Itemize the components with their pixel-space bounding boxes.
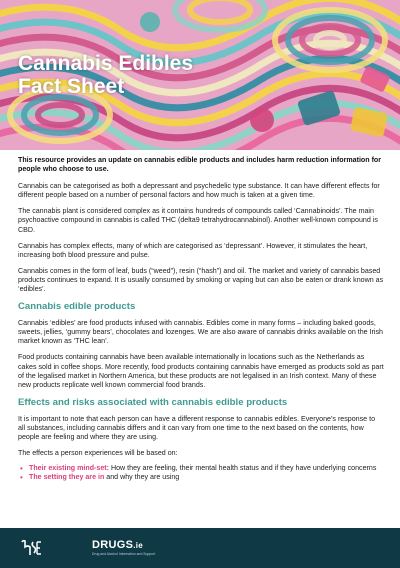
section-heading-edibles: Cannabis edible products [18, 301, 136, 313]
bullet-icon: • [20, 473, 23, 483]
drugs-ie-wordmark: DRUGS.ie [92, 539, 144, 551]
list-item-highlight: The setting they are in [29, 473, 105, 482]
intro-paragraph: This resource provides an update on cannabis edible products and includes harm reduction information for people who choose to use. [18, 156, 382, 174]
drugs-ie-tagline: Drug and Alcohol Information and Support [92, 552, 156, 556]
paragraph: Food products containing cannabis have been available internationally in locations such as the Netherlands as cakes sold in coffee shops. More recently, food products containing cannabis have emerged as products sold as part of the legalised market in Northern America, but these products are not legalised in an Irish context. Many of these new products replicate well known commercial food brands. [18, 353, 384, 389]
page-title [18, 52, 193, 98]
effects-list [18, 464, 384, 482]
fact-sheet-body [18, 156, 384, 482]
paragraph: It is important to note that each person can have a different response to cannabis edibles. Everyone’s response to all substances, including cannabis differs and it can vary from one time to the next based on the contents, how people are feeling and where they are using. [18, 414, 376, 441]
footer-bar [0, 528, 400, 568]
title-line-1: Cannabis Edibles [18, 52, 194, 75]
paragraph: Cannabis comes in the form of leaf, buds (“weed”), resin (“hash”) and oil. The market and variety of cannabis based products continues to expand. It is usually consumed by smoking or vaping but can also be eaten or drank known as ‘edibles’. [18, 266, 384, 294]
hse-logo-icon [20, 539, 42, 557]
paragraph: The cannabis plant is considered complex as it contains hundreds of compounds called ‘Cannabinoids’. The main psychoactive compound in cannabis is called THC (delta9 tetrahydrocannabinol). Another well-known compound is CBD. [18, 207, 378, 234]
hero-banner [0, 0, 400, 150]
drugs-ie-logo [92, 539, 155, 557]
paragraph: Cannabis ‘edibles’ are food products infused with cannabis. Edibles come in many forms – including baked goods, sweets, jellies, ‘gummy bears’, chocolates and lozenges. We are also aware of cannabis drinks available on the Irish market known as ‘THC lean’. [18, 319, 383, 346]
list-item-text: and why they are using [104, 473, 180, 482]
list-item [18, 473, 384, 482]
paragraph: The effects a person experiences will be based on: [18, 449, 178, 458]
title-line-2: Fact Sheet [18, 75, 125, 98]
list-item-highlight: Their existing mind-set: [29, 464, 110, 473]
paragraph: Cannabis has complex effects, many of which are categorised as ‘depressant’. However, it stimulates the heart, increasing both blood pressure and pulse. [18, 241, 368, 259]
paragraph: Cannabis can be categorised as both a depressant and psychedelic type substance. It can have different effects for different people based on a number of personal factors and how much is taken at a given time. [18, 182, 380, 200]
section-heading-risks: Effects and risks associated with cannabis edible products [18, 396, 288, 408]
bullet-icon: • [20, 464, 23, 474]
list-item [18, 464, 384, 473]
list-item-text: How they are feeling, their mental health status and if they have underlying concerns [109, 464, 377, 473]
